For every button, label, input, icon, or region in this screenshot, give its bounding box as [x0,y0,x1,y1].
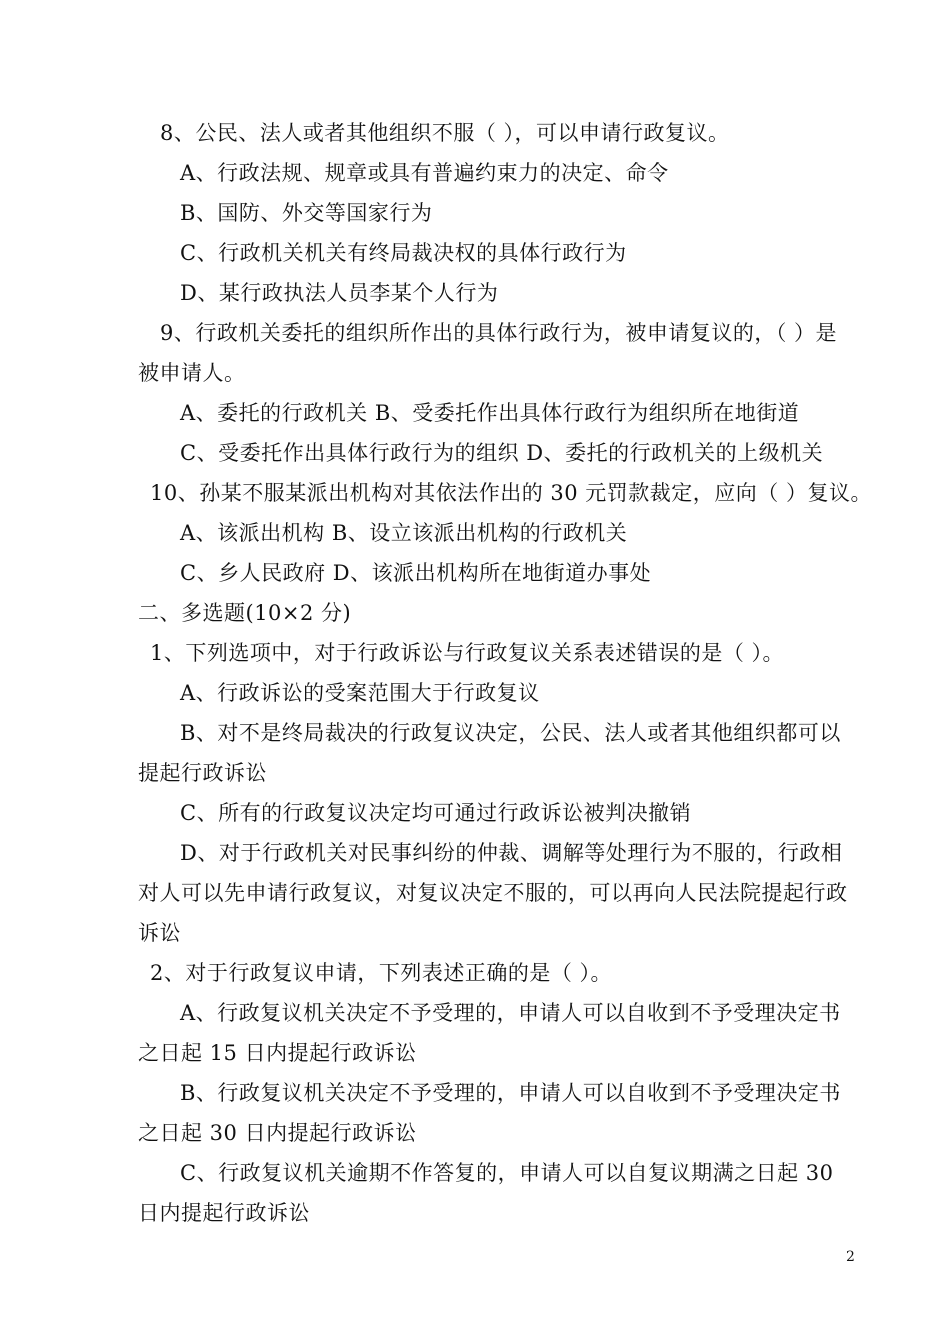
multi-question-1-stem: 1、下列选项中，对于行政诉讼与行政复议关系表述错误的是（ ）。 [150,641,785,665]
multi-question-2-stem: 2、对于行政复议申请，下列表述正确的是（ ）。 [150,961,613,985]
question-8-option-c: C、行政机关机关有终局裁决权的具体行政行为 [180,241,627,265]
multi-question-2-option-b: B、行政复议机关决定不予受理的，申请人可以自收到不予受理决定书之日起 30 日内提起行政诉讼 [138,1081,841,1145]
question-10-stem: 10、孙某不服某派出机构对其依法作出的 30 元罚款裁定，应向（ ）复议。 [150,481,872,505]
multi-question-2-option-c: C、行政复议机关逾期不作答复的，申请人可以自复议期满之日起 30 日内提起行政诉讼 [138,1161,834,1225]
multi-question-1-option-b: B、对不是终局裁决的行政复议决定，公民、法人或者其他组织都可以提起行政诉讼 [138,721,841,785]
question-8-stem: 8、公民、法人或者其他组织不服（ ），可以申请行政复议。 [160,121,730,145]
question-9-options-ab: A、委托的行政机关 B、受委托作出具体行政行为组织所在地街道 [180,401,800,425]
question-8-option-a: A、行政法规、规章或具有普遍约束力的决定、命令 [180,161,669,185]
page-number: 2 [846,1249,855,1265]
question-9-options-cd: C、受委托作出具体行政行为的组织 D、委托的行政机关的上级机关 [180,441,824,465]
section-2-heading: 二、多选题(10×2 分) [138,601,352,625]
question-8-option-b: B、国防、外交等国家行为 [180,201,433,225]
multi-question-2-option-a: A、行政复议机关决定不予受理的，申请人可以自收到不予受理决定书之日起 15 日内提起行政诉讼 [138,1001,841,1065]
multi-question-1-option-d: D、对于行政机关对民事纠纷的仲裁、调解等处理行为不服的，行政相对人可以先申请行政复议，对复议决定不服的，可以再向人民法院提起行政诉讼 [138,841,848,945]
question-10-options-ab: A、该派出机构 B、设立该派出机构的行政机关 [180,521,628,545]
question-8-option-d: D、某行政执法人员李某个人行为 [180,281,499,305]
multi-question-1-option-a: A、行政诉讼的受案范围大于行政复议 [180,681,540,705]
multi-question-1-option-c: C、所有的行政复议决定均可通过行政诉讼被判决撤销 [180,801,692,825]
question-9-stem: 9、行政机关委托的组织所作出的具体行政行为，被申请复议的，（ ）是被申请人。 [138,321,838,385]
question-10-options-cd: C、乡人民政府 D、该派出机构所在地街道办事处 [180,561,652,585]
